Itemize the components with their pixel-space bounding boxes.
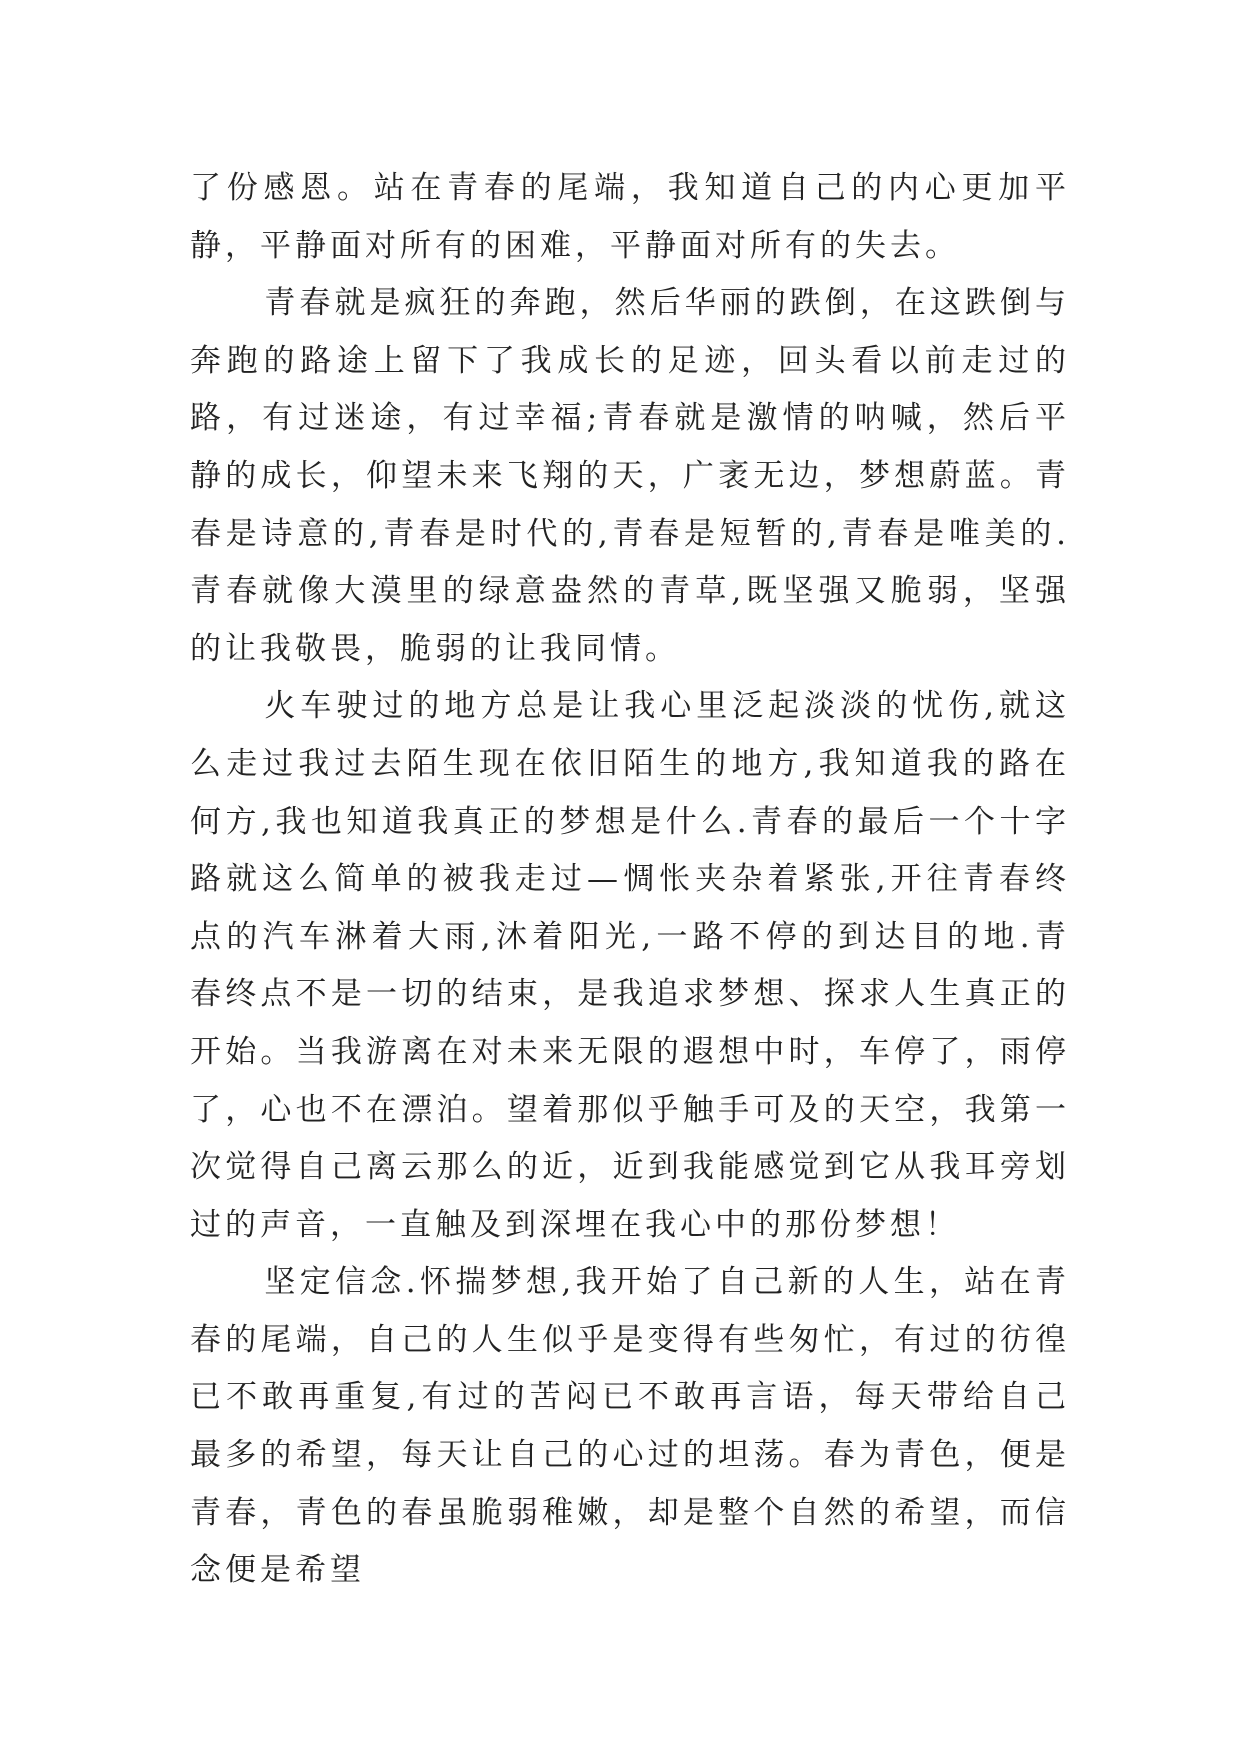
paragraph-train-journey: 火车驶过的地方总是让我心里泛起淡淡的忧伤,就这么走过我过去陌生现在依旧陌生的地方,我知道我的路在何方,我也知道我真正的梦想是什么.青春的最后一个十字路就这么简单的被我走过—惆怅夹杂着紧张,开往青春终点的汽车淋着大雨,沐着阳光,一路不停的到达目的地.青春终点不是一切的结束，是我追求梦想、探求人生真正的开始。当我游离在对未来无限的遐想中时，车停了，雨停了，心也不在漂泊。望着那似乎触手可及的天空，我第一次觉得自己离云那么的近，近到我能感觉到它从我耳旁划过的声音，一直触及到深埋在我心中的那份梦想！ bbox=[190, 688, 1070, 1243]
paragraph-youth-running: 青春就是疯狂的奔跑，然后华丽的跌倒，在这跌倒与奔跑的路途上留下了我成长的足迹，回头看以前走过的路，有过迷途，有过幸福;青春就是激情的呐喊，然后平静的成长，仰望未来飞翔的天，广袤无边，梦想蔚蓝。青春是诗意的,青春是时代的,青春是短暂的,青春是唯美的.青春就像大漠里的绿意盎然的青草,既坚强又脆弱，坚强的让我敬畏，脆弱的让我同情。 bbox=[190, 285, 1070, 667]
paragraph-firm-belief: 坚定信念.怀揣梦想,我开始了自己新的人生，站在青春的尾端，自己的人生似乎是变得有些匆忙，有过的彷徨已不敢再重复,有过的苦闷已不敢再言语，每天带给自己最多的希望，每天让自己的心过的坦荡。春为青色，便是青春，青色的春虽脆弱稚嫩，却是整个自然的希望，而信念便是希望 bbox=[190, 1264, 1070, 1589]
body-text bbox=[190, 160, 1070, 1600]
paragraph-continuation: 了份感恩。站在青春的尾端，我知道自己的内心更加平静，平静面对所有的困难，平静面对所有的失去。 bbox=[190, 170, 1070, 264]
